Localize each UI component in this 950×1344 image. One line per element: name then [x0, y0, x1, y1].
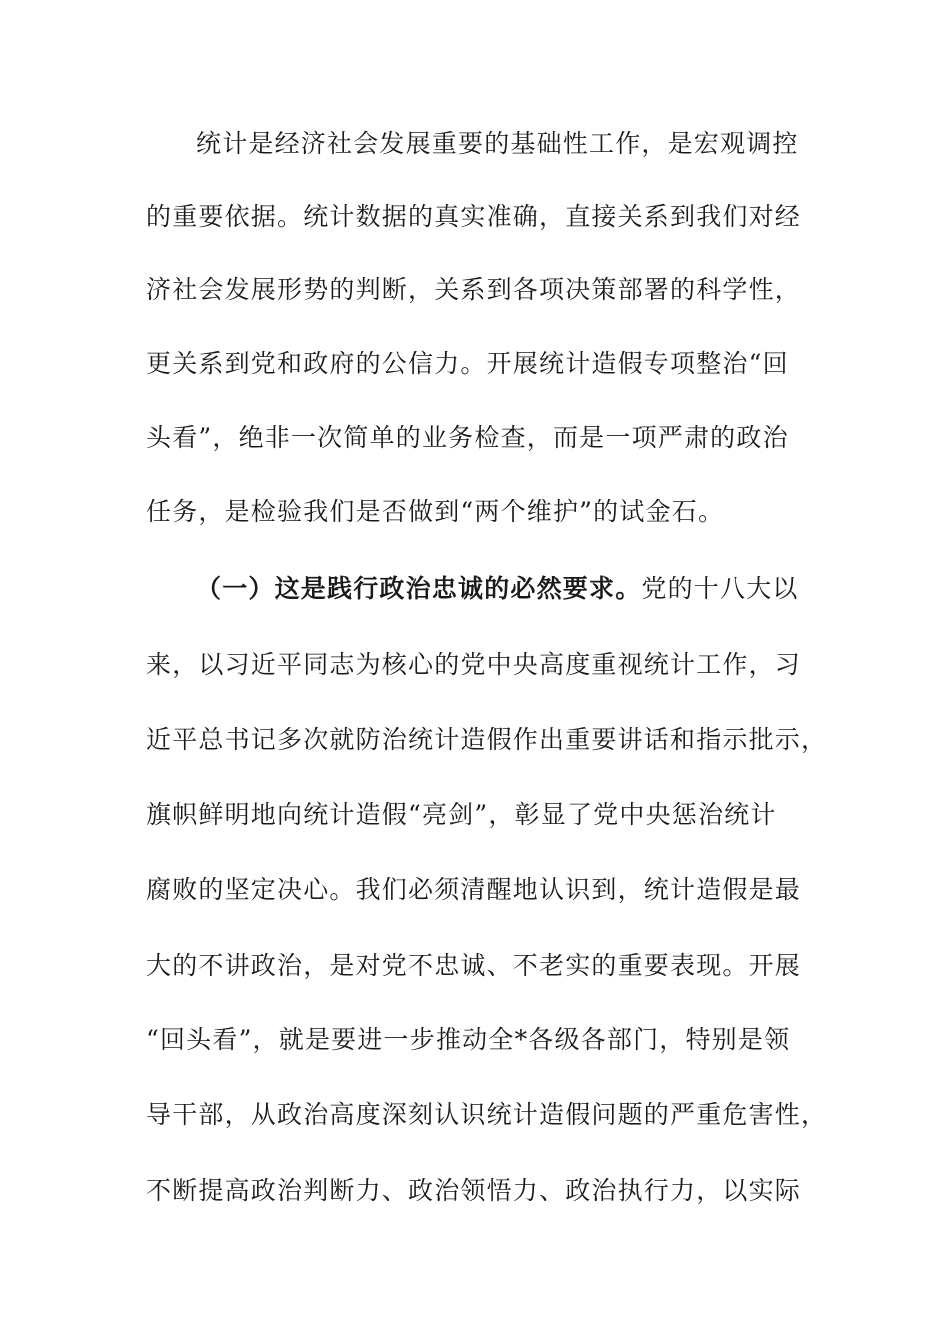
paragraph-2-line-7: “回头看”，就是要进一步推动全*各级各部门，特别是领: [146, 1025, 791, 1054]
paragraph-1-line-5: 头看”，绝非一次简单的业务检查，而是一项严肃的政治: [146, 423, 789, 452]
paragraph-1-line-6: 任务，是检验我们是否做到“两个维护”的试金石。: [146, 497, 725, 526]
paragraph-2-line-5: 腐败的坚定决心。我们必须清醒地认识到，统计造假是最: [146, 875, 802, 904]
paragraph-2-line-1: [196, 571, 806, 607]
section-heading: （一）这是践行政治忠诚的必然要求。: [196, 574, 642, 603]
paragraph-2-line-8: 导干部，从政治高度深刻认识统计造假问题的严重危害性，: [146, 1100, 828, 1129]
paragraph-2-line-4: 旗帜鲜明地向统计造假“亮剑”，彰显了党中央惩治统计: [146, 800, 777, 829]
paragraph-1-line-4: 更关系到党和政府的公信力。开展统计造假专项整治“回: [146, 349, 789, 378]
paragraph-1-line-1: 统计是经济社会发展重要的基础性工作，是宏观调控: [196, 129, 799, 158]
paragraph-2-line-2: 来，以习近平同志为核心的党中央高度重视统计工作，习: [146, 650, 802, 679]
paragraph-2-line-6: 大的不讲政治，是对党不忠诚、不老实的重要表现。开展: [146, 951, 802, 980]
paragraph-2-line-3: 近平总书记多次就防治统计造假作出重要讲话和指示批示，: [146, 725, 828, 754]
paragraph-2-line-9: 不断提高政治判断力、政治领悟力、政治执行力，以实际: [146, 1176, 802, 1205]
paragraph-1-line-3: 济社会发展形势的判断，关系到各项决策部署的科学性，: [146, 275, 802, 304]
paragraph-2-line-1-text: 党的十八大以: [641, 574, 799, 603]
paragraph-1-line-2: 的重要依据。统计数据的真实准确，直接关系到我们对经: [146, 202, 802, 231]
